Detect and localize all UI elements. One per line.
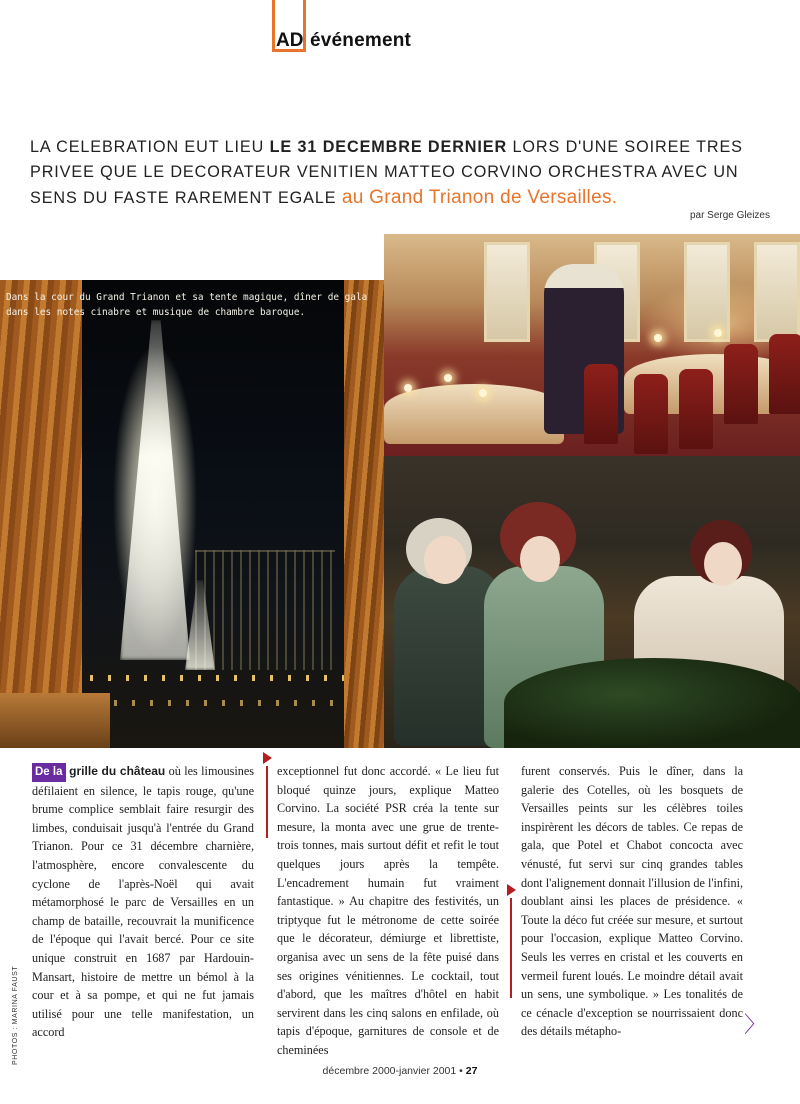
photo-candle [714,329,722,337]
photo-lamps [90,675,370,681]
photo-candle [654,334,662,342]
photo-gate [195,550,335,670]
dropcap: De la [32,763,66,782]
photo-pillar-right [344,280,384,748]
intro-text-1: LA CELEBRATION EUT LIEU [30,138,270,156]
photo-dining-hall [384,234,800,456]
photo-table [384,384,564,444]
column-1-text: où les limousines défilaient en silence, le tapis rouge, qu'une brume complice semblait faire resurgir des limbes, conduisait jusqu'à l'entrée du Grand Trianon. Pour ce 31 décembre charnière, l'atmosphère, encore convalescente du cyclone de l'après-Noël qui avait métamorphosé le parc de Versailles en un champ de bataille, recouvrait la munificence de l'époque qui l'avait bercé. Pour ce site unique construit en 1687 par Hardouin-Mansart, histoire de mettre un bémol à la cour et à sa pompe, et qui ne fut jamais utilisé pour une telle manifestation, un accord [32,764,254,1040]
byline: par Serge Gleizes [689,210,770,221]
photo-credit: PHOTOS : MARINA FAUST [12,965,19,1065]
intro-place: au Grand Trianon de Versailles. [341,187,618,208]
section-header [272,0,452,54]
column-3-text: furent conservés. Puis le dîner, dans la galerie des Cotelles, où les bosquets de Versailles peints sur les célèbres toiles inspirèrent les décors de tables. Ce repas de gala, que Potel et Chabot concocta avec vénusté, fut servi sur cinq grandes tables dont l'alignement donnait l'illusion de l'infini, doublant ainsi les places de présidence. « Toute la déco fut créée sur mesure, et surtout pour l'occasion, explique Matteo Corvino. Seuls les verres en cristal et les couverts en vermeil furent loués. Le moindre détail avait un sens, une symbolique. » Les tonalités de ce cénacle d'exception se nourrissaient donc des détails métapho- [521,764,743,1039]
photo-chair [679,369,713,449]
photo-candle [404,384,412,392]
article-column-2 [277,762,499,1060]
photo-candle [479,389,487,397]
column-rule [266,766,268,838]
photo-chair [769,334,800,414]
photo-face [520,536,560,582]
intro-text-2: LORS D'UNE SOIREE TRES PRIVEE QUE LE DECORATEUR VENITIEN MATTEO CORVINO ORCHESTRA AVEC UN SENS DU FASTE RAREMENT EGALE [30,138,743,207]
photo-baroque-musicians [384,456,800,748]
intro-date: LE 31 DECEMBRE DERNIER [269,138,508,156]
article-intro [30,135,775,211]
section-name: événement [310,30,412,51]
photo-face [704,542,742,586]
footer-separator: • [459,1065,463,1077]
photo-fountain-courtyard [0,280,384,748]
photo-caption: Dans la cour du Grand Trianon et sa tente magique, dîner de gala dans les notes cinabre et musique de chambre baroque. [6,292,368,318]
photo-chair [724,344,758,424]
photo-window [754,242,800,342]
lead-in: grille du château [65,764,166,778]
photo-greenery [504,658,800,748]
photo-candle [444,374,452,382]
photo-chair [634,374,668,454]
column-marker [263,752,272,764]
article-paragraph [32,762,254,1042]
photo-window [484,242,530,342]
photo-window [684,242,730,342]
issue-date: décembre 2000-janvier 2001 [322,1065,457,1077]
article-column-1 [32,762,254,1042]
column-2-text: exceptionnel fut donc accordé. « Le lieu fut bloqué quinze jours, explique Matteo Corvino. La société PSR créa la tente sur mesure, la monta avec une grue de trente-trois tonnes, mais surtout défit et refit le tout quelques jours après la tempête. L'encadrement humain fut vraiment fantastique. » Au chapitre des festivités, un triptyque fut le métronome de cette soirée que le décorateur, démiurge et librettiste, organisa avec un sens de la fête puisé dans ses origines vénitiennes. Le cocktail, tout d'abord, que les maîtres d'hôtel en habit servirent dans les cinq salons en enfilade, où tapis d'époque, garnitures de console et de cheminées [277,764,499,1057]
column-rule [510,898,512,998]
photo-fountain-jet [120,320,190,660]
chevron-right-icon: 〉 [744,1013,767,1038]
photo-face [424,536,466,584]
article-column-3 [521,762,743,1041]
page-number: 27 [465,1065,478,1077]
page-footer [0,1065,800,1077]
magazine-logo: AD [276,30,304,51]
column-marker [507,884,516,896]
photo-pillar-left [0,280,82,748]
photo-chair [584,364,618,444]
